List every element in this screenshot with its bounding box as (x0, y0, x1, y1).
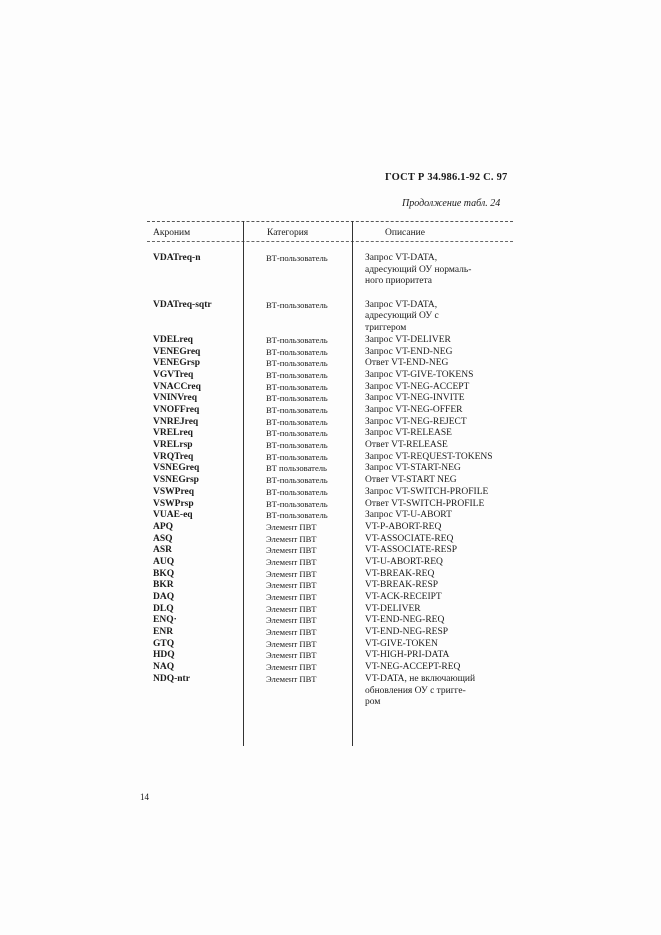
table-row (0, 452, 661, 464)
acronym-cell: VENEGreq (153, 346, 201, 357)
table-row (0, 335, 661, 347)
table-row (0, 627, 661, 639)
acronym-cell: VRELreq (153, 428, 193, 439)
table-row (0, 417, 661, 429)
description-line: VT-U-ABORT-REQ (365, 556, 443, 567)
description-line: Запрос VT-NEG-ACCEPT (365, 381, 470, 392)
table-row (0, 557, 661, 569)
description-cell (365, 347, 515, 359)
description-cell (365, 534, 515, 546)
acronym-cell: VDELreq (153, 334, 193, 345)
category-cell: ВТ-пользователь (266, 358, 328, 369)
description-line: VT-ASSOCIATE-RESP (365, 545, 458, 556)
acronym-cell: BKQ (153, 568, 175, 579)
category-cell: Элемент ПВТ (266, 627, 317, 638)
description-line: VT-P-ABORT-REQ (365, 521, 442, 532)
category-cell: Элемент ПВТ (266, 650, 317, 661)
description-line: триггером (365, 323, 407, 334)
description-cell (365, 393, 515, 405)
category-cell: Элемент ПВТ (266, 521, 317, 532)
description-cell (365, 510, 515, 522)
table-row (0, 440, 661, 452)
acronym-cell: AUQ (153, 556, 175, 567)
description-cell (365, 674, 515, 709)
table-row (0, 405, 661, 417)
description-cell (365, 428, 515, 440)
acronym-cell: VSNEGrsp (153, 475, 199, 486)
description-cell (365, 487, 515, 499)
acronym-cell: ASR (153, 545, 173, 556)
description-line: Запрос VT-DELIVER (365, 334, 451, 345)
table-row (0, 569, 661, 581)
acronym-cell: VSWPreq (153, 486, 194, 497)
description-cell (365, 522, 515, 534)
description-line: Ответ VT-START NEG (365, 475, 457, 486)
description-line: VT-DELIVER (365, 603, 421, 614)
column-header-description: Описание (385, 228, 425, 238)
description-cell (365, 463, 515, 475)
table-row (0, 428, 661, 440)
description-cell (365, 335, 515, 347)
description-cell (365, 370, 515, 382)
description-cell (365, 627, 515, 639)
description-cell (365, 499, 515, 511)
category-cell: Элемент ПВТ (266, 592, 317, 603)
description-line: Ответ VT-END-NEG (365, 358, 449, 369)
description-cell (365, 452, 515, 464)
table-row (0, 253, 661, 300)
acronym-cell: VNINVreq (153, 393, 197, 404)
acronym-cell: VGVTreq (153, 369, 194, 380)
description-cell (365, 440, 515, 452)
table-row (0, 382, 661, 394)
acronym-cell: VNOFFreq (153, 405, 200, 416)
acronym-cell: BKR (153, 580, 174, 591)
description-cell (365, 580, 515, 592)
description-line: Запрос VT-START-NEG (365, 463, 461, 474)
table-row (0, 370, 661, 382)
description-line: Ответ VT-RELEASE (365, 440, 448, 451)
description-cell (365, 662, 515, 674)
category-cell: Элемент ПВТ (266, 615, 317, 626)
category-cell: ВТ-пользователь (266, 428, 328, 439)
description-line: Запрос VT-END-NEG (365, 346, 453, 357)
category-cell: ВТ пользователь (266, 463, 327, 474)
acronym-cell: VRQTreq (153, 451, 194, 462)
description-line: адресующий ОУ с (365, 311, 439, 322)
description-cell (365, 604, 515, 616)
acronym-cell: ASQ (153, 533, 173, 544)
description-line: Запрос VT-NEG-OFFER (365, 405, 463, 416)
description-line: Запрос VT-SWITCH-PROFILE (365, 486, 489, 497)
description-line: VT-END-NEG-REQ (365, 615, 445, 626)
table-row (0, 487, 661, 499)
acronym-cell: NAQ (153, 662, 175, 673)
table-row (0, 604, 661, 616)
acronym-cell: HDQ (153, 650, 175, 661)
category-cell: ВТ-пользователь (266, 486, 328, 497)
table-row (0, 463, 661, 475)
description-cell (365, 569, 515, 581)
acronym-cell: VDATreq-n (153, 253, 201, 263)
table-header-divider (147, 241, 513, 242)
acronym-cell: VUAE-eq (153, 510, 193, 521)
acronym-cell: ENQ· (153, 615, 177, 626)
description-cell (365, 615, 515, 627)
category-cell: Элемент ПВТ (266, 580, 317, 591)
description-cell (365, 592, 515, 604)
acronym-cell: DAQ (153, 592, 175, 603)
description-line: Ответ VT-SWITCH-PROFILE (365, 498, 485, 509)
description-cell (365, 545, 515, 557)
table-top-border (147, 221, 513, 222)
description-line: Запрос VT-NEG-REJECT (365, 416, 467, 427)
description-line: VT-BREAK-REQ (365, 568, 435, 579)
description-line: Запрос VT-REQUEST-TOKENS (365, 451, 493, 462)
category-cell: ВТ-пользователь (266, 510, 328, 521)
description-line: Запрос VT-U-ABORT (365, 510, 452, 521)
description-line: адресующий ОУ нормаль- (365, 264, 472, 275)
description-cell (365, 650, 515, 662)
acronym-cell: APQ (153, 521, 174, 532)
description-line: VT-BREAK-RESP (365, 580, 439, 591)
acronym-cell: VDATreq-sqtr (153, 299, 212, 310)
description-cell (365, 382, 515, 394)
table-body (0, 253, 661, 709)
category-cell: ВТ-пользователь (266, 475, 328, 486)
description-cell (365, 358, 515, 370)
description-line: VT-GIVE-TOKEN (365, 638, 438, 649)
acronym-cell: NDQ-ntr (153, 673, 190, 684)
description-line: Запрос VT-DATA, (365, 253, 438, 263)
acronym-cell: VSWPrsp (153, 498, 194, 509)
acronym-cell: VNREJreq (153, 416, 199, 427)
description-line: VT-HIGH-PRI-DATA (365, 650, 450, 661)
acronym-cell: VENEGrsp (153, 358, 200, 369)
category-cell: ВТ-пользователь (266, 299, 328, 310)
table-row (0, 499, 661, 511)
page-mark: 14 (140, 792, 149, 802)
table-row (0, 347, 661, 359)
table-row (0, 615, 661, 627)
description-cell (365, 300, 515, 335)
column-header-acronym: Акроним (153, 228, 191, 238)
table-continuation-caption: Продолжение табл. 24 (402, 198, 501, 209)
table-row (0, 475, 661, 487)
table-row (0, 534, 661, 546)
description-cell (365, 253, 515, 288)
category-cell: Элемент ПВТ (266, 603, 317, 614)
table-row (0, 358, 661, 370)
table-row (0, 592, 661, 604)
description-line: VT-NEG-ACCEPT-REQ (365, 662, 461, 673)
description-cell (365, 405, 515, 417)
acronym-cell: GTQ (153, 638, 175, 649)
description-cell (365, 557, 515, 569)
category-cell: ВТ-пользователь (266, 416, 328, 427)
description-cell (365, 417, 515, 429)
category-cell: ВТ-пользователь (266, 393, 328, 404)
table-row (0, 674, 661, 709)
table-row (0, 580, 661, 592)
acronym-cell: VSNEGreq (153, 463, 200, 474)
table-row (0, 300, 661, 335)
acronym-cell: ENR (153, 627, 174, 638)
table-row (0, 522, 661, 534)
table-row (0, 545, 661, 557)
table-row (0, 650, 661, 662)
table-row (0, 393, 661, 405)
category-cell: Элемент ПВТ (266, 638, 317, 649)
description-line: VT-ACK-RECEIPT (365, 592, 442, 603)
table-row (0, 510, 661, 522)
description-line: VT-ASSOCIATE-REQ (365, 533, 454, 544)
description-line: VT-DATA, не включающий (365, 673, 476, 684)
description-line: Запрос VT-DATA, (365, 299, 438, 310)
table-row (0, 639, 661, 651)
category-cell: Элемент ПВТ (266, 568, 317, 579)
category-cell: Элемент ПВТ (266, 533, 317, 544)
standard-header: ГОСТ Р 34.986.1-92 С. 97 (385, 172, 508, 183)
description-line: Запрос VT-RELEASE (365, 428, 452, 439)
description-cell (365, 475, 515, 487)
description-line: VT-END-NEG-RESP (365, 627, 449, 638)
category-cell: ВТ-пользователь (266, 381, 328, 392)
description-line: Запрос VT-NEG-INVITE (365, 393, 465, 404)
acronym-cell: DLQ (153, 603, 174, 614)
category-cell: Элемент ПВТ (266, 673, 317, 684)
description-line: ром (365, 697, 381, 708)
description-line: обновления ОУ с тригге- (365, 685, 466, 696)
category-cell: ВТ-пользователь (266, 346, 328, 357)
category-cell: ВТ-пользователь (266, 440, 328, 451)
category-cell: Элемент ПВТ (266, 545, 317, 556)
category-cell: ВТ-пользователь (266, 334, 328, 345)
acronym-cell: VNACCreq (153, 381, 201, 392)
description-cell (365, 639, 515, 651)
category-cell: ВТ-пользователь (266, 369, 328, 380)
description-line: ного приоритета (365, 276, 432, 287)
column-header-category: Категория (267, 228, 309, 238)
table-row (0, 662, 661, 674)
category-cell: Элемент ПВТ (266, 556, 317, 567)
description-line: Запрос VT-GIVE-TOKENS (365, 369, 474, 380)
category-cell: Элемент ПВТ (266, 662, 317, 673)
acronym-cell: VRELrsp (153, 440, 193, 451)
category-cell: ВТ-пользователь (266, 253, 328, 263)
category-cell: ВТ-пользователь (266, 405, 328, 416)
category-cell: ВТ-пользователь (266, 498, 328, 509)
category-cell: ВТ-пользователь (266, 451, 328, 462)
